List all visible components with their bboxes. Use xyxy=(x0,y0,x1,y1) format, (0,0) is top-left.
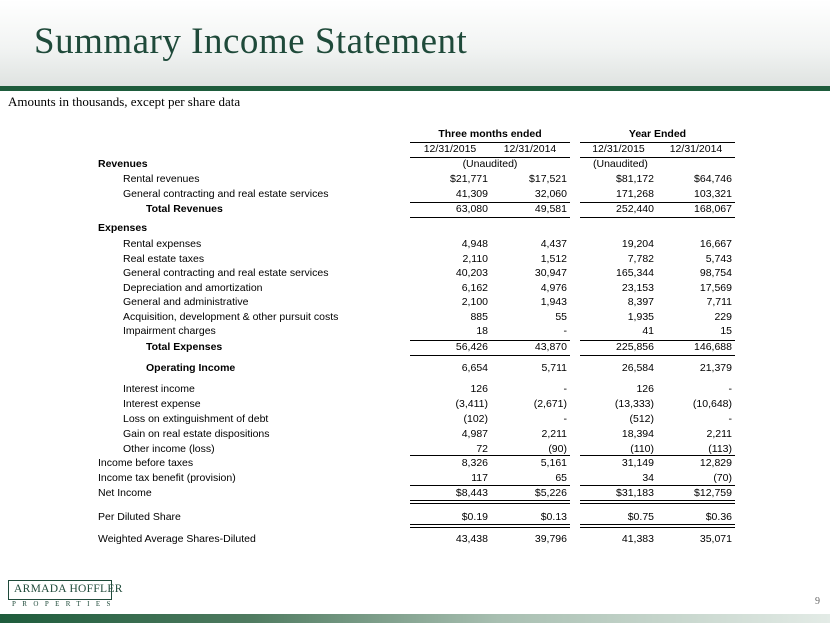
subtotal-underline xyxy=(410,455,570,456)
table-cell: - xyxy=(563,413,567,425)
subtotal-underline xyxy=(410,485,570,486)
table-cell: 1,935 xyxy=(627,310,654,323)
table-cell: $0.19 xyxy=(461,511,488,523)
row-label: Net Income xyxy=(98,487,152,499)
table-cell: $21,771 xyxy=(450,173,488,185)
table-cell: $17,521 xyxy=(529,173,567,185)
row-label: Operating Income xyxy=(146,362,236,374)
table-cell: (110) xyxy=(630,443,654,455)
column-header: 12/31/2014 xyxy=(503,143,557,155)
subtotal-underline xyxy=(410,355,570,356)
row-label: Per Diluted Share xyxy=(98,511,181,523)
table-cell: (90) xyxy=(548,443,567,455)
table-cell: 43,870 xyxy=(534,341,567,353)
table-cell: 21,379 xyxy=(699,362,732,374)
table-cell: 165,344 xyxy=(616,267,654,279)
row-label: Rental revenues xyxy=(123,173,200,185)
group-header-three-months: Three months ended xyxy=(438,128,542,140)
row-label: Interest income xyxy=(123,383,195,395)
table-cell: 55 xyxy=(555,310,567,323)
column-header: 12/31/2015 xyxy=(423,143,477,155)
column-header: 12/31/2015 xyxy=(592,143,645,155)
table-cell: - xyxy=(728,383,732,395)
table-cell: 31,149 xyxy=(621,457,654,469)
table-cell: 32,060 xyxy=(534,188,567,200)
table-cell: 2,211 xyxy=(541,428,567,440)
table-cell: 1,512 xyxy=(540,252,567,265)
table-cell: 15 xyxy=(720,325,732,337)
row-label: Loss on extinguishment of debt xyxy=(123,413,269,425)
subtotal-underline xyxy=(580,355,735,356)
table-cell: 41 xyxy=(642,325,654,337)
unaudited-note: (Unaudited) xyxy=(593,158,648,170)
table-cell: (10,648) xyxy=(692,398,732,410)
row-label: General and administrative xyxy=(123,296,249,308)
footer-bar xyxy=(0,614,830,623)
table-cell: 6,654 xyxy=(461,362,488,374)
logo-subtext: PROPERTIES xyxy=(12,600,117,608)
table-cell: 7,782 xyxy=(627,252,654,265)
table-cell: 4,948 xyxy=(461,238,488,250)
logo-name: ARMADA HOFFLER xyxy=(14,583,123,595)
table-cell: 252,440 xyxy=(616,203,654,215)
page-number: 9 xyxy=(815,596,820,607)
table-cell: (512) xyxy=(629,413,654,425)
table-cell: $0.36 xyxy=(705,511,732,523)
table-cell: 2,100 xyxy=(461,296,488,308)
table-cell: 1,943 xyxy=(540,296,567,308)
table-cell: 98,754 xyxy=(699,267,732,279)
table-cell: (113) xyxy=(708,443,732,455)
section-label-expenses: Expenses xyxy=(98,222,148,234)
table-cell: 41,309 xyxy=(455,188,488,200)
row-label: Rental expenses xyxy=(123,238,202,250)
table-cell: $0.75 xyxy=(627,511,654,523)
table-cell: 126 xyxy=(636,383,654,395)
table-cell: 56,426 xyxy=(455,341,488,353)
table-cell: 4,987 xyxy=(461,428,488,440)
table-cell: 225,856 xyxy=(616,341,654,353)
table-cell: 5,161 xyxy=(540,457,567,469)
table-cell: (13,333) xyxy=(614,398,654,410)
row-label: Interest expense xyxy=(123,398,201,410)
table-cell: 4,976 xyxy=(540,281,567,294)
table-cell: 2,110 xyxy=(462,252,488,265)
table-cell: $64,746 xyxy=(694,173,732,185)
table-cell: 6,162 xyxy=(461,281,488,294)
row-label: Other income (loss) xyxy=(123,443,215,455)
row-label: Weighted Average Shares-Diluted xyxy=(98,533,256,545)
table-cell: 8,326 xyxy=(461,457,488,469)
table-cell: - xyxy=(563,325,567,337)
table-cell: 26,584 xyxy=(621,362,654,374)
table-cell: - xyxy=(728,413,732,425)
table-cell: 103,321 xyxy=(694,188,732,200)
table-cell: 17,569 xyxy=(699,281,732,294)
table-cell: (3,411) xyxy=(455,398,488,410)
row-label: Total Expenses xyxy=(146,341,223,353)
table-cell: 885 xyxy=(470,310,488,323)
table-cell: 49,581 xyxy=(534,203,567,215)
table-cell: 146,688 xyxy=(694,341,732,353)
table-cell: 30,947 xyxy=(534,267,567,279)
group-header-year-ended: Year Ended xyxy=(628,128,687,140)
table-cell: 12,829 xyxy=(699,457,732,469)
page-subtitle: Amounts in thousands, except per share data xyxy=(8,94,241,109)
table-cell: 19,204 xyxy=(621,238,654,250)
table-cell: $81,172 xyxy=(616,173,654,185)
table-cell: 5,711 xyxy=(541,362,567,374)
table-cell: 7,711 xyxy=(706,296,732,308)
table-cell: 2,211 xyxy=(706,428,732,440)
table-cell: $5,226 xyxy=(534,487,567,499)
row-label: Impairment charges xyxy=(123,325,216,337)
subtotal-underline xyxy=(580,485,735,486)
table-cell: 16,667 xyxy=(699,238,732,250)
table-cell: $0.13 xyxy=(540,511,567,523)
table-cell: 41,383 xyxy=(621,533,654,545)
row-label: Total Revenues xyxy=(146,203,223,215)
table-cell: 65 xyxy=(555,472,567,484)
unaudited-note: (Unaudited) xyxy=(462,158,518,170)
table-cell: 39,796 xyxy=(534,533,567,545)
table-cell: 72 xyxy=(476,443,488,455)
page-title: Summary Income Statement xyxy=(34,21,468,62)
table-cell: 168,067 xyxy=(694,203,732,215)
row-label: General contracting and real estate services xyxy=(123,188,329,200)
row-label: Real estate taxes xyxy=(123,252,205,265)
table-cell: - xyxy=(563,383,567,395)
table-cell: 63,080 xyxy=(455,203,488,215)
table-cell: 229 xyxy=(714,310,732,323)
table-cell: 23,153 xyxy=(621,281,654,294)
table-cell: 34 xyxy=(642,472,654,484)
table-cell: 5,743 xyxy=(705,252,732,265)
table-cell: 117 xyxy=(471,472,488,484)
row-label: General contracting and real estate services xyxy=(123,267,329,279)
table-cell: 43,438 xyxy=(455,533,488,545)
table-cell: (2,671) xyxy=(533,398,567,410)
table-cell: (70) xyxy=(713,472,732,484)
subtotal-underline xyxy=(580,455,735,456)
table-cell: 18,394 xyxy=(621,428,654,440)
subtotal-underline xyxy=(410,217,570,218)
table-cell: 126 xyxy=(470,383,488,395)
row-label: Income tax benefit (provision) xyxy=(98,472,236,484)
table-cell: 18 xyxy=(476,325,488,337)
double-underline xyxy=(410,524,570,528)
table-cell: 40,203 xyxy=(455,267,488,279)
table-cell: (102) xyxy=(463,413,488,425)
row-label: Depreciation and amortization xyxy=(123,281,263,294)
double-underline xyxy=(580,524,735,528)
double-underline xyxy=(410,500,570,504)
double-underline xyxy=(580,500,735,504)
table-cell: 35,071 xyxy=(699,533,732,545)
table-cell: 171,268 xyxy=(616,188,654,200)
subtotal-underline xyxy=(580,217,735,218)
table-cell: $12,759 xyxy=(694,487,732,499)
column-header: 12/31/2014 xyxy=(669,143,723,155)
row-label: Income before taxes xyxy=(98,457,194,469)
table-cell: $8,443 xyxy=(455,487,488,499)
section-label-revenues: Revenues xyxy=(98,158,148,170)
table-cell: 8,397 xyxy=(627,296,654,308)
row-label: Acquisition, development & other pursuit costs xyxy=(123,310,339,323)
table-cell: $31,183 xyxy=(616,487,654,499)
table-cell: 4,437 xyxy=(540,238,567,250)
row-label: Gain on real estate dispositions xyxy=(123,428,270,440)
